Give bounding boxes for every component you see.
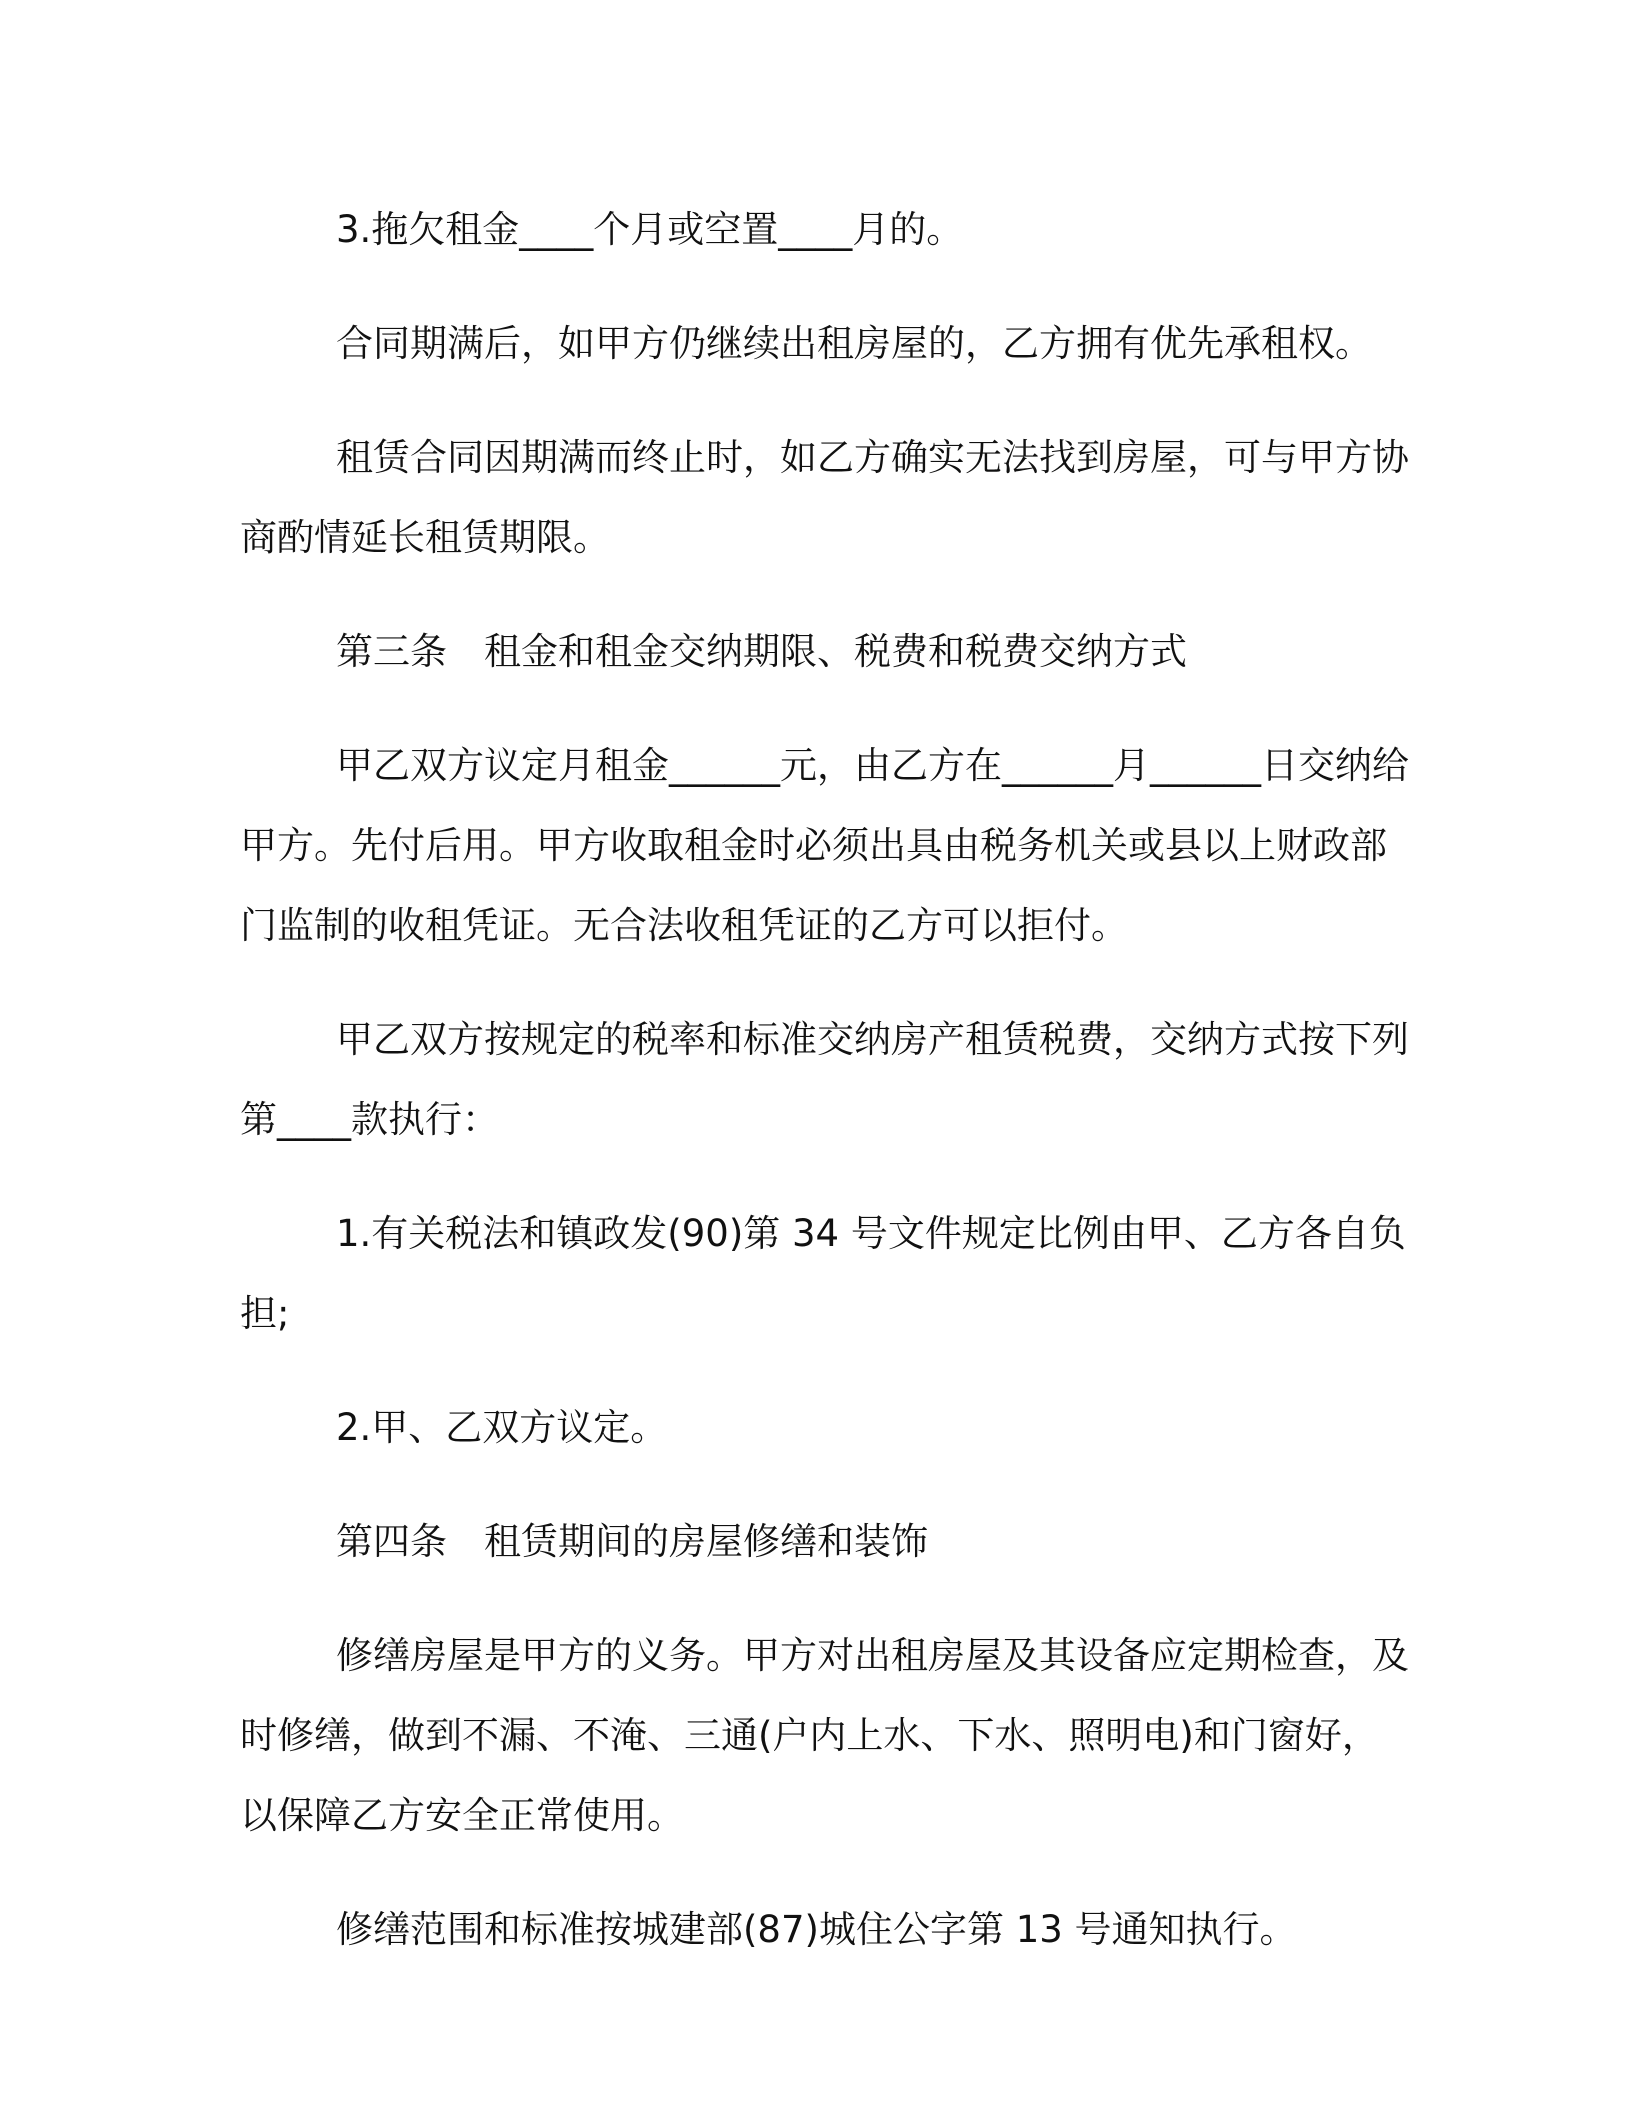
paragraph-priority-lease: 合同期满后，如甲方仍继续出租房屋的，乙方拥有优先承租权。 — [336, 322, 1372, 365]
paragraph-overdue-rent: 3.拖欠租金____个月或空置____月的。 — [336, 208, 964, 251]
article-four-heading: 第四条 租赁期间的房屋修缮和装饰 — [336, 1520, 928, 1563]
paragraph-monthly-rent: 甲乙双方议定月租金______元，由乙方在______月______日交纳给甲方。先付后用。甲方收取租金时必须出具由税务机关或县以上财政部门监制的收租凭证。无合法收租凭证的乙方可以拒付。 — [240, 744, 1409, 947]
article-three-heading: 第三条 租金和租金交纳期限、税费和税费交纳方式 — [336, 630, 1187, 673]
document-body — [240, 190, 1410, 1970]
paragraph-tax-option-two: 2.甲、乙双方议定。 — [336, 1406, 668, 1449]
paragraph-repair-duty: 修缮房屋是甲方的义务。甲方对出租房屋及其设备应定期检查，及时修缮，做到不漏、不淹、三通(户内上水、下水、照明电)和门窗好，以保障乙方安全正常使用。 — [240, 1634, 1409, 1837]
paragraph-tax-option-one: 1.有关税法和镇政发(90)第 34 号文件规定比例由甲、乙方各自负担; — [240, 1212, 1406, 1335]
paragraph-tax-payment: 甲乙双方按规定的税率和标准交纳房产租赁税费，交纳方式按下列第____款执行： — [240, 1018, 1409, 1141]
paragraph-repair-standard: 修缮范围和标准按城建部(87)城住公字第 13 号通知执行。 — [336, 1908, 1297, 1951]
paragraph-extend-term: 租赁合同因期满而终止时，如乙方确实无法找到房屋，可与甲方协商酌情延长租赁期限。 — [240, 436, 1409, 559]
